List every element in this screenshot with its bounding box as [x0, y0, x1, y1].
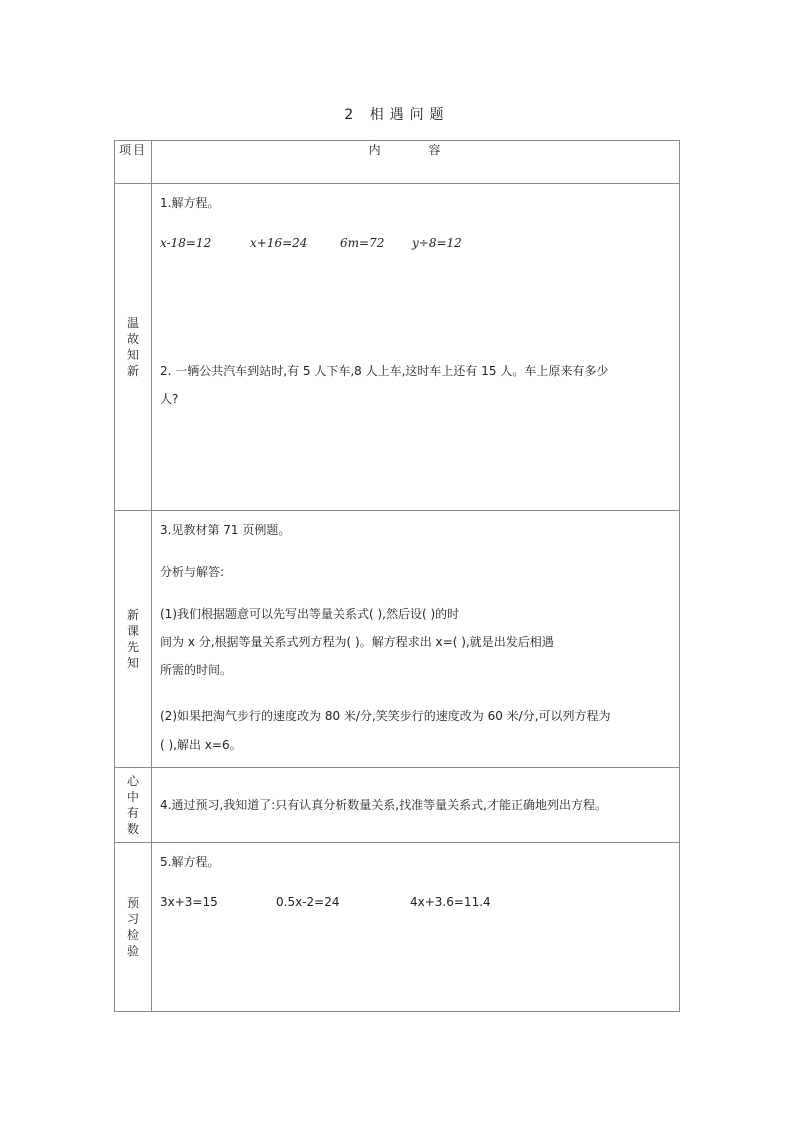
category-summary: 心中有数: [115, 768, 152, 843]
q5-eq3: 4x+3.6=11.4: [410, 895, 491, 909]
q2-line2: 人?: [160, 392, 179, 406]
new-lesson-content: [152, 511, 680, 768]
q3-part2-line2: ( ),解出 x=6。: [160, 738, 242, 752]
q1-eq3: 6m=72: [340, 236, 385, 250]
page-title: 2 相遇问题: [344, 107, 450, 123]
q4-text: 4.通过预习,我知道了:只有认真分析数量关系,找准等量关系式,才能正确地列出方程。: [160, 798, 607, 812]
q1-label: 1.解方程。: [160, 196, 220, 210]
worksheet-table: [114, 140, 680, 1012]
q5-eq1: 3x+3=15: [160, 895, 218, 909]
section-new-lesson: [115, 511, 680, 768]
summary-content: [152, 768, 680, 843]
header-content: 内 容: [152, 141, 680, 184]
category-new-lesson: 新课先知: [115, 511, 152, 768]
header-item: 项目: [115, 141, 152, 184]
q3-part1-line1: (1)我们根据题意可以先写出等量关系式( ),然后设( )的时: [160, 607, 460, 621]
q3-label: 3.见教材第 71 页例题。: [160, 523, 291, 537]
section-review: [115, 184, 680, 511]
q1-eq2: x+16=24: [250, 236, 308, 250]
q3-part1-line3: 所需的时间。: [160, 663, 233, 677]
category-check: 预习检验: [115, 843, 152, 1012]
q3-part2-line1: (2)如果把淘气步行的速度改为 80 米/分,笑笑步行的速度改为 60 米/分,可以列方程为: [160, 709, 611, 723]
category-review: 温故知新: [115, 184, 152, 511]
section-check: [115, 843, 680, 1012]
q3-part1-line2: 间为 x 分,根据等量关系式列方程为( )。解方程求出 x=( ),就是出发后相遇: [160, 635, 554, 649]
q2-line1: 2. 一辆公共汽车到站时,有 5 人下车,8 人上车,这时车上还有 15 人。车上原来有多少: [160, 364, 609, 378]
check-content: [152, 843, 680, 1012]
q1-eq1: x-18=12: [160, 236, 212, 250]
table-header-row: [115, 141, 680, 184]
q3-analysis: 分析与解答:: [160, 565, 225, 579]
q1-eq4: y÷8=12: [412, 236, 462, 250]
review-content: [152, 184, 680, 511]
section-summary: [115, 768, 680, 843]
q5-label: 5.解方程。: [160, 855, 220, 869]
q5-eq2: 0.5x-2=24: [276, 895, 340, 909]
